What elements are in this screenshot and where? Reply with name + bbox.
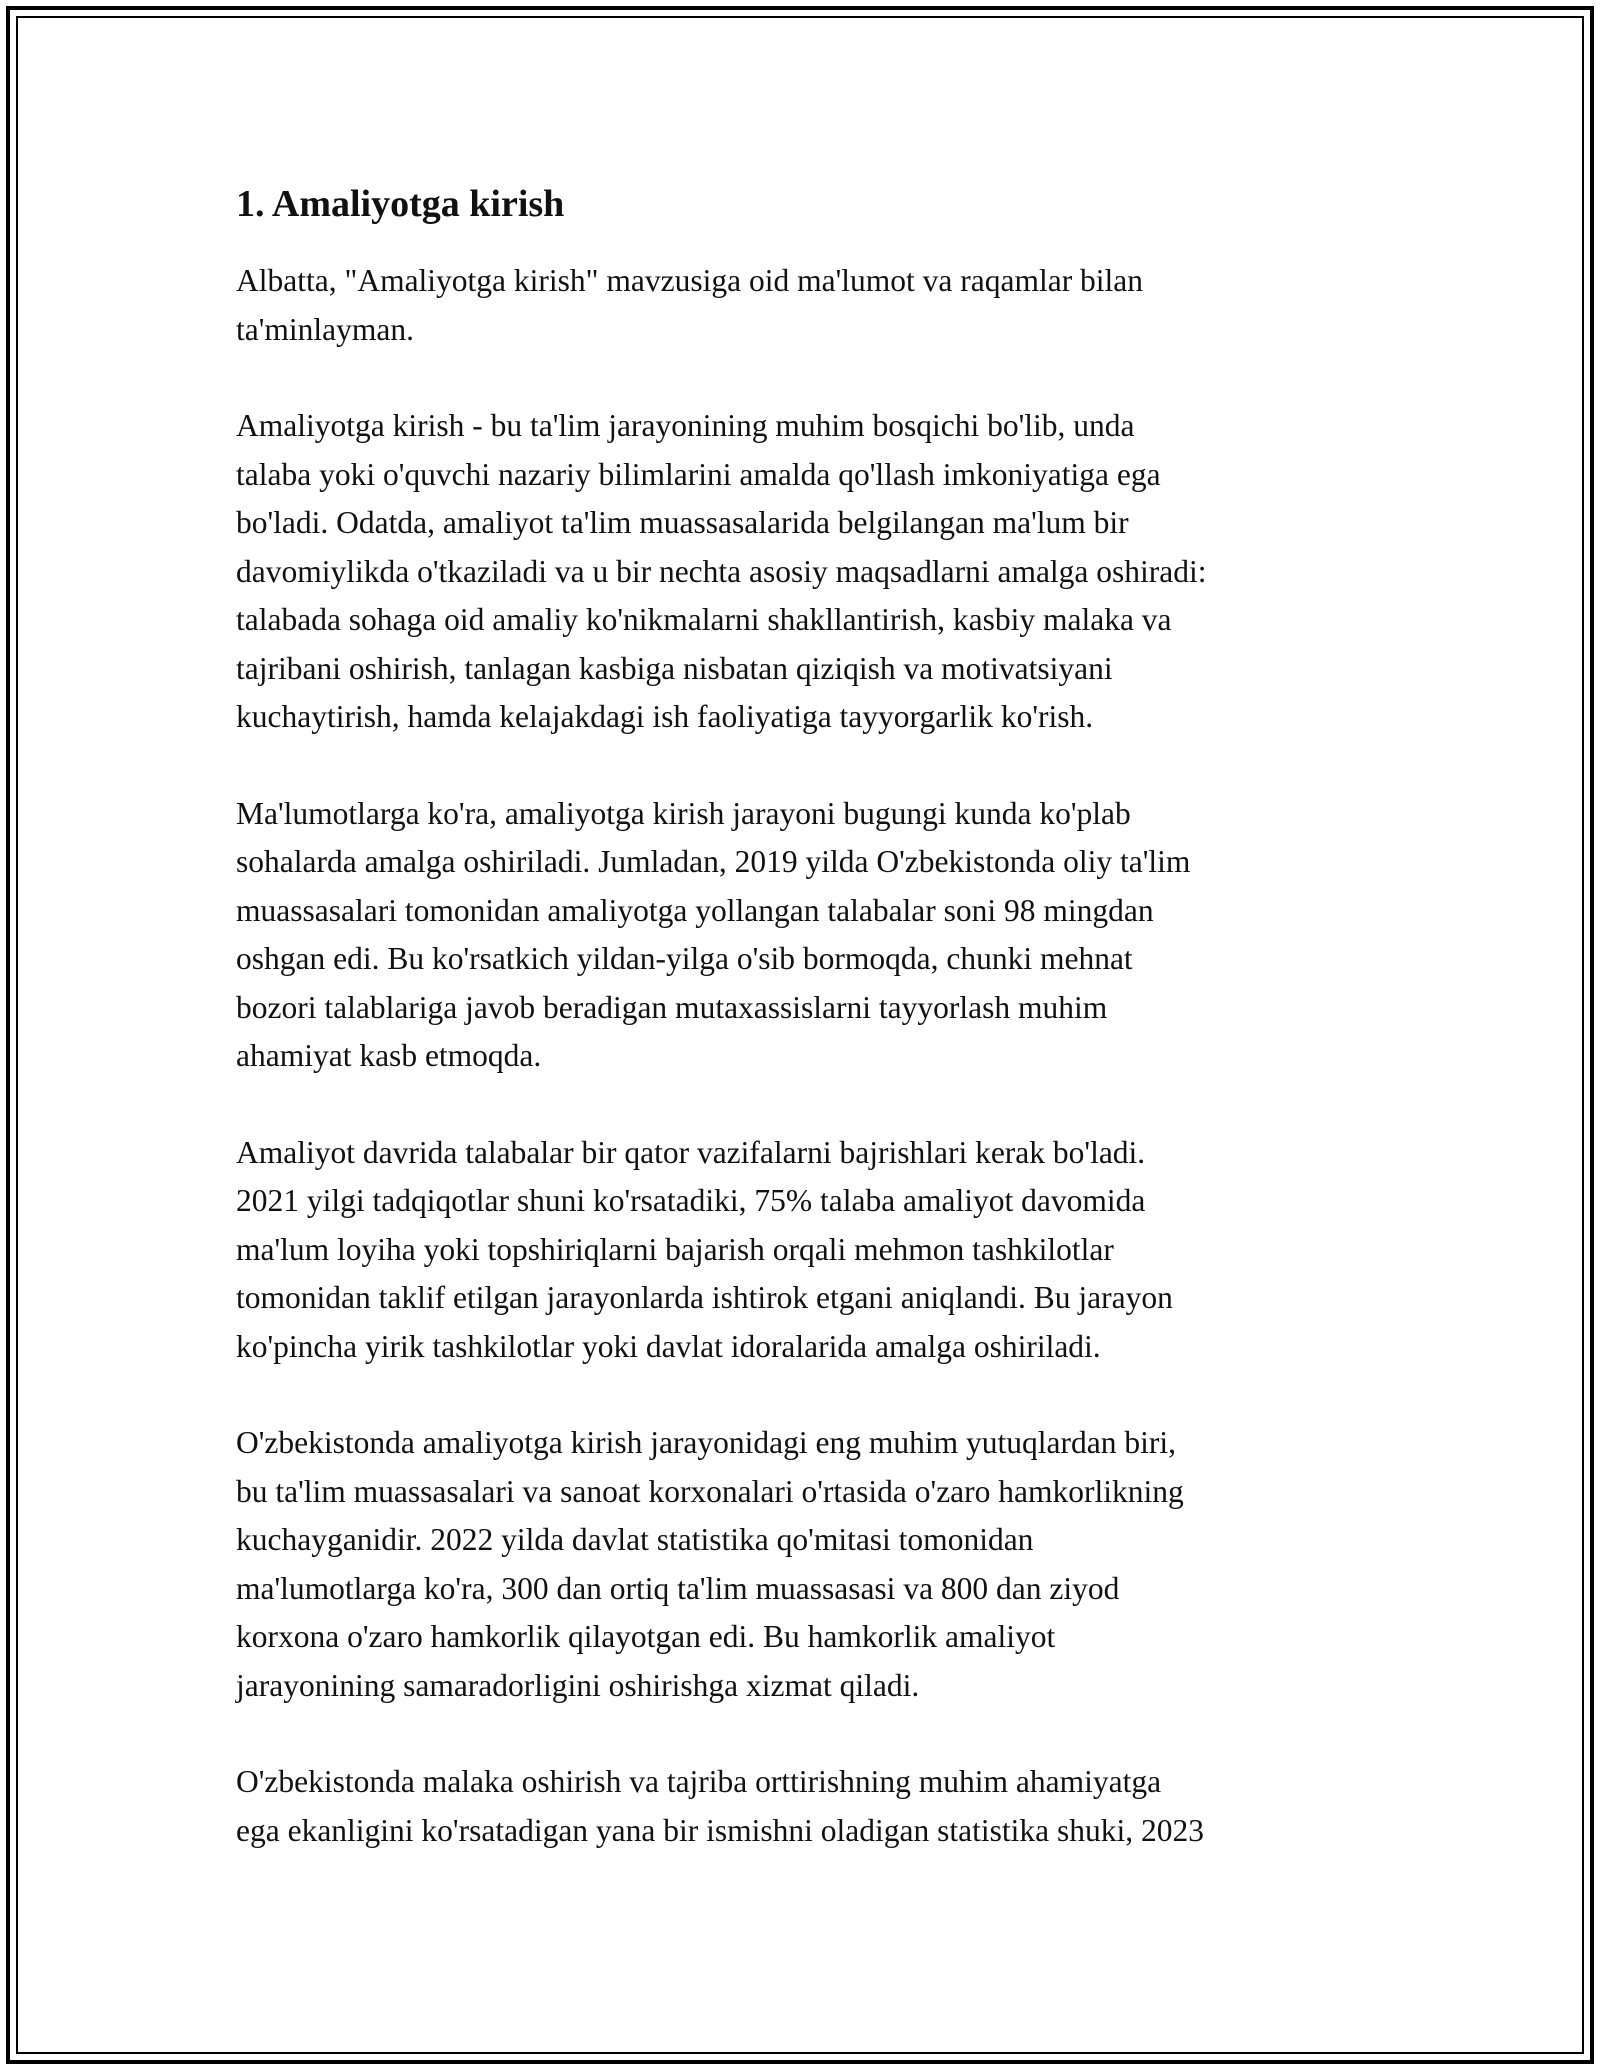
paragraph-statistics-2019: Ma'lumotlarga ko'ra, amaliyotga kirish jarayoni bugungi kunda ko'plab sohalarda amalga oshiriladi. Jumladan, 2019 yilda O'zbekistonda oliy ta'lim muassasalari tomonidan amaliyotga yollangan talabalar soni 98 mingdan oshgan edi. Bu ko'rsatkich yildan-yilga o'sib bormoqda, chunki mehnat bozori talablariga javob beradigan mutaxassislarni tayyorlash muhim ahamiyat kasb etmoqda. [236, 795, 1191, 1074]
page-title: 1. Amaliyotga kirish [236, 183, 565, 225]
paragraph-qualification-2023: O'zbekistonda malaka oshirish va tajriba orttirishning muhim ahamiyatga ega ekanligini ko'rsatadigan yana bir ismishni oladigan statistika shuki, 2023 [236, 1764, 1204, 1848]
paragraph-definition: Amaliyotga kirish - bu ta'lim jarayonining muhim bosqichi bo'lib, unda talaba yoki o'quvchi nazariy bilimlarini amalda qo'llash imkoniyatiga ega bo'ladi. Odatda, amaliyot ta'lim muassasalarida belgilangan ma'lum bir davomiylikda o'tkaziladi va u bir nechta asosiy maqsadlarni amalga oshiradi: talabada sohaga oid amaliy ko'nikmalarni shakllantirish, kasbiy malaka va tajribani oshirish, tanlagan kasbiga nisbatan qiziqish va motivatsiyani kuchaytirish, hamda kelajakdagi ish faoliyatiga tayyorgarlik ko'rish. [236, 408, 1207, 735]
paragraph-tasks-2021: Amaliyot davrida talabalar bir qator vazifalarni bajrishlari kerak bo'ladi. 2021 yilgi tadqiqotlar shuni ko'rsatadiki, 75% talaba amaliyot davomida ma'lum loyiha yoki topshiriqlarni bajarish orqali mehmon tashkilotlar tomonidan taklif etilgan jarayonlarda ishtirok etgani aniqlandi. Bu jarayon ko'pincha yirik tashkilotlar yoki davlat idoralarida amalga oshiriladi. [236, 1134, 1173, 1364]
paragraph-intro: Albatta, "Amaliyotga kirish" mavzusiga oid ma'lumot va raqamlar bilan ta'minlayman. [236, 263, 1144, 347]
document-body [236, 180, 1396, 1903]
paragraph-cooperation-2022: O'zbekistonda amaliyotga kirish jarayonidagi eng muhim yutuqlardan biri, bu ta'lim muassasalari va sanoat korxonalari o'rtasida o'zaro hamkorlikning kuchayganidir. 2022 yilda davlat statistika qo'mitasi tomonidan ma'lumotlarga ko'ra, 300 dan ortiq ta'lim muassasasi va 800 dan ziyod korxona o'zaro hamkorlik qilayotgan edi. Bu hamkorlik amaliyot jarayonining samaradorligini oshirishga xizmat qiladi. [236, 1425, 1184, 1703]
